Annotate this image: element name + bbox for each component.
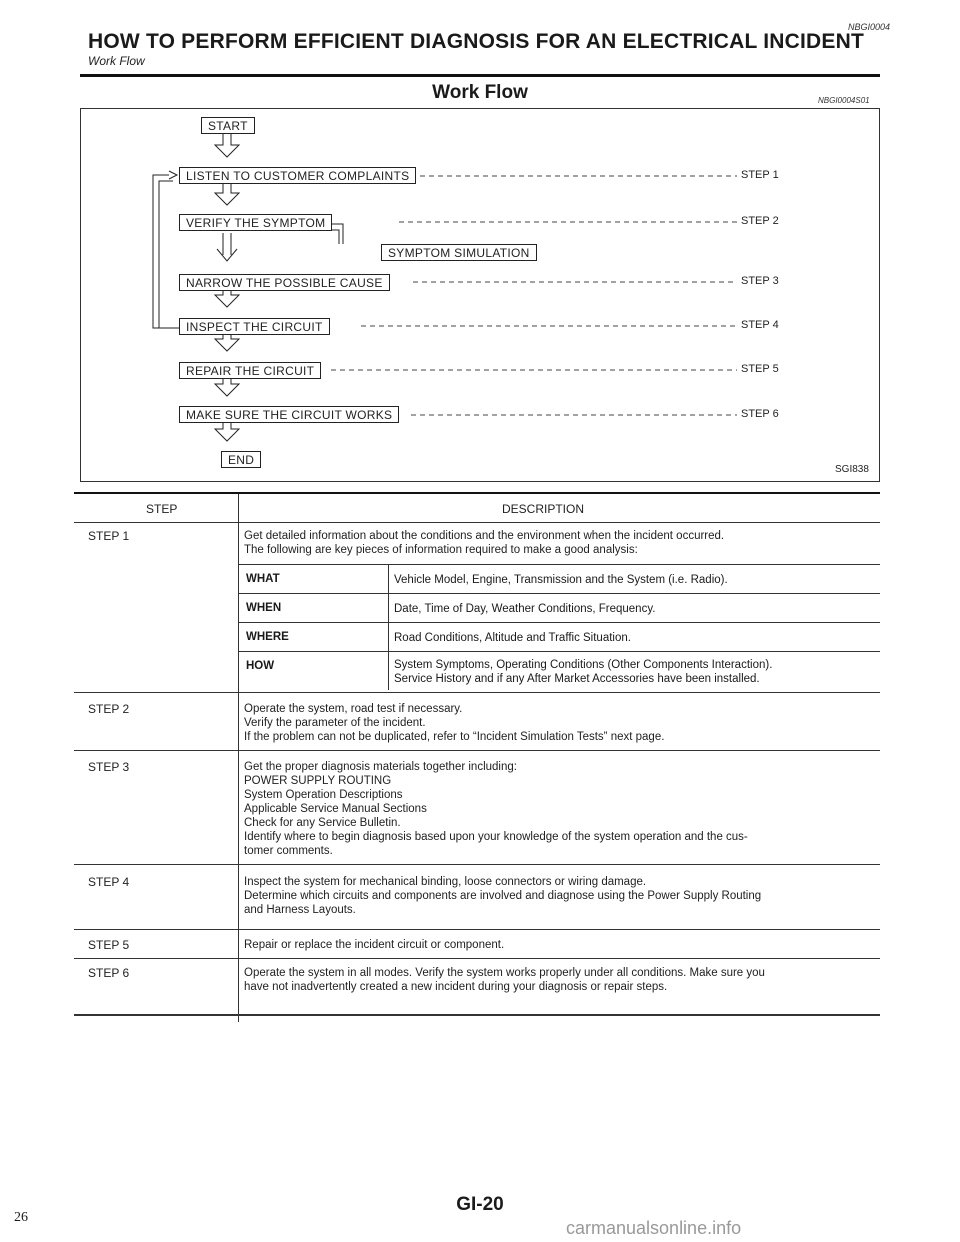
desc-line: Verify the parameter of the incident. — [244, 717, 426, 729]
desc-line: tomer comments. — [244, 845, 333, 857]
flow-box-repair: REPAIR THE CIRCUIT — [179, 362, 321, 379]
down-arrow-icon — [215, 183, 239, 205]
step1-description — [244, 529, 874, 557]
row-divider — [238, 622, 880, 623]
detail-key-what: WHAT — [246, 573, 280, 585]
flow-box-narrow: NARROW THE POSSIBLE CAUSE — [179, 274, 390, 291]
desc-line: POWER SUPPLY ROUTING — [244, 775, 392, 787]
detail-divider — [388, 564, 389, 690]
section-ref-code: NBGI0004 — [848, 22, 891, 32]
step6-label: STEP 6 — [88, 966, 130, 980]
desc-line: Service History and if any After Market Accessories have been installed. — [394, 673, 760, 685]
table-header-description: DESCRIPTION — [502, 502, 585, 516]
detail-value-where: Road Conditions, Altitude and Traffic Situation. — [394, 632, 631, 644]
desc-line: Get detailed information about the conditions and the environment when the incident occurred. — [244, 530, 725, 542]
desc-line: Operate the system, road test if necessary. — [244, 703, 463, 715]
detail-key-where: WHERE — [246, 631, 289, 643]
step1-label: STEP 1 — [88, 529, 130, 543]
flow-connectors — [81, 109, 879, 481]
work-flow-title: Work Flow — [432, 82, 528, 103]
step3-label: STEP 3 — [88, 760, 130, 774]
flow-step-label: STEP 2 — [741, 215, 779, 227]
row-divider — [74, 929, 880, 930]
detail-key-when: WHEN — [246, 602, 282, 614]
figure-code: SGI838 — [835, 464, 869, 475]
step2-description — [244, 702, 874, 744]
desc-line: System Symptoms, Operating Conditions (Other Components Interaction). — [394, 659, 773, 671]
step4-description — [244, 875, 874, 917]
desc-line: Inspect the system for mechanical binding, loose connectors or wiring damage. — [244, 876, 647, 888]
desc-line: Check for any Service Bulletin. — [244, 817, 401, 829]
detail-value-when: Date, Time of Day, Weather Conditions, Frequency. — [394, 603, 656, 615]
desc-line: Operate the system in all modes. Verify the system works properly under all conditions. Make sure you — [244, 967, 765, 979]
work-flow-diagram — [80, 108, 880, 482]
page-title: HOW TO PERFORM EFFICIENT DIAGNOSIS FOR AN ELECTRICAL INCIDENT — [88, 30, 864, 53]
desc-line: Get the proper diagnosis materials together including: — [244, 761, 517, 773]
step5-description — [244, 938, 874, 952]
step6-description — [244, 966, 874, 994]
row-divider — [74, 864, 880, 865]
row-divider — [74, 958, 880, 959]
watermark: carmanualsonline.info — [566, 1218, 742, 1238]
desc-line: Identify where to begin diagnosis based upon your knowledge of the system operation and the cus- — [244, 831, 748, 843]
step4-label: STEP 4 — [88, 875, 130, 889]
flow-step-label: STEP 4 — [741, 319, 779, 331]
row-divider — [238, 564, 880, 565]
side-page-number: 26 — [14, 1210, 28, 1225]
arrow-right-icon — [169, 171, 177, 179]
table-top-rule — [74, 492, 880, 494]
header-rule — [80, 74, 880, 77]
flow-box-start: START — [201, 117, 255, 134]
step5-label: STEP 5 — [88, 938, 130, 952]
flow-box-inspect: INSPECT THE CIRCUIT — [179, 318, 330, 335]
feedback-loop-line — [153, 175, 173, 328]
row-divider — [238, 593, 880, 594]
row-divider — [74, 692, 880, 693]
row-divider — [74, 750, 880, 751]
detail-value-how — [394, 658, 772, 686]
flow-step-label: STEP 5 — [741, 363, 779, 375]
table-header-step: STEP — [146, 502, 178, 516]
desc-line: Applicable Service Manual Sections — [244, 803, 427, 815]
step2-label: STEP 2 — [88, 702, 130, 716]
desc-line: Repair or replace the incident circuit or component. — [244, 939, 505, 951]
row-divider — [238, 651, 880, 652]
desc-line: System Operation Descriptions — [244, 789, 403, 801]
flow-step-label: STEP 3 — [741, 275, 779, 287]
desc-line: Determine which circuits and components are involved and diagnose using the Power Supply Routing — [244, 890, 762, 902]
page-subtitle: Work Flow — [88, 54, 145, 68]
down-arrow-icon — [215, 134, 239, 157]
row-divider — [74, 522, 880, 523]
down-arrow-icon — [217, 233, 237, 261]
flow-step-label: STEP 1 — [741, 169, 779, 181]
desc-line: have not inadvertently created a new incident during your diagnosis or repair steps. — [244, 981, 668, 993]
detail-key-how: HOW — [246, 660, 275, 672]
desc-line: If the problem can not be duplicated, refer to “Incident Simulation Tests” next page. — [244, 731, 665, 743]
work-flow-ref-code: NBGI0004S01 — [818, 96, 870, 105]
step3-description — [244, 760, 874, 858]
detail-value-what: Vehicle Model, Engine, Transmission and the System (i.e. Radio). — [394, 574, 728, 586]
flow-box-make-sure: MAKE SURE THE CIRCUIT WORKS — [179, 406, 399, 423]
flow-box-end: END — [221, 451, 261, 468]
table-bottom-rule — [74, 1014, 880, 1016]
flow-box-verify: VERIFY THE SYMPTOM — [179, 214, 332, 231]
desc-line: and Harness Layouts. — [244, 904, 356, 916]
flow-box-symptom-simulation: SYMPTOM SIMULATION — [381, 244, 537, 261]
step1-details — [238, 564, 880, 690]
flow-box-listen: LISTEN TO CUSTOMER COMPLAINTS — [179, 167, 416, 184]
flow-step-label: STEP 6 — [741, 408, 779, 420]
desc-line: The following are key pieces of information required to make a good analysis: — [244, 544, 638, 556]
page-number: GI-20 — [456, 1194, 504, 1215]
